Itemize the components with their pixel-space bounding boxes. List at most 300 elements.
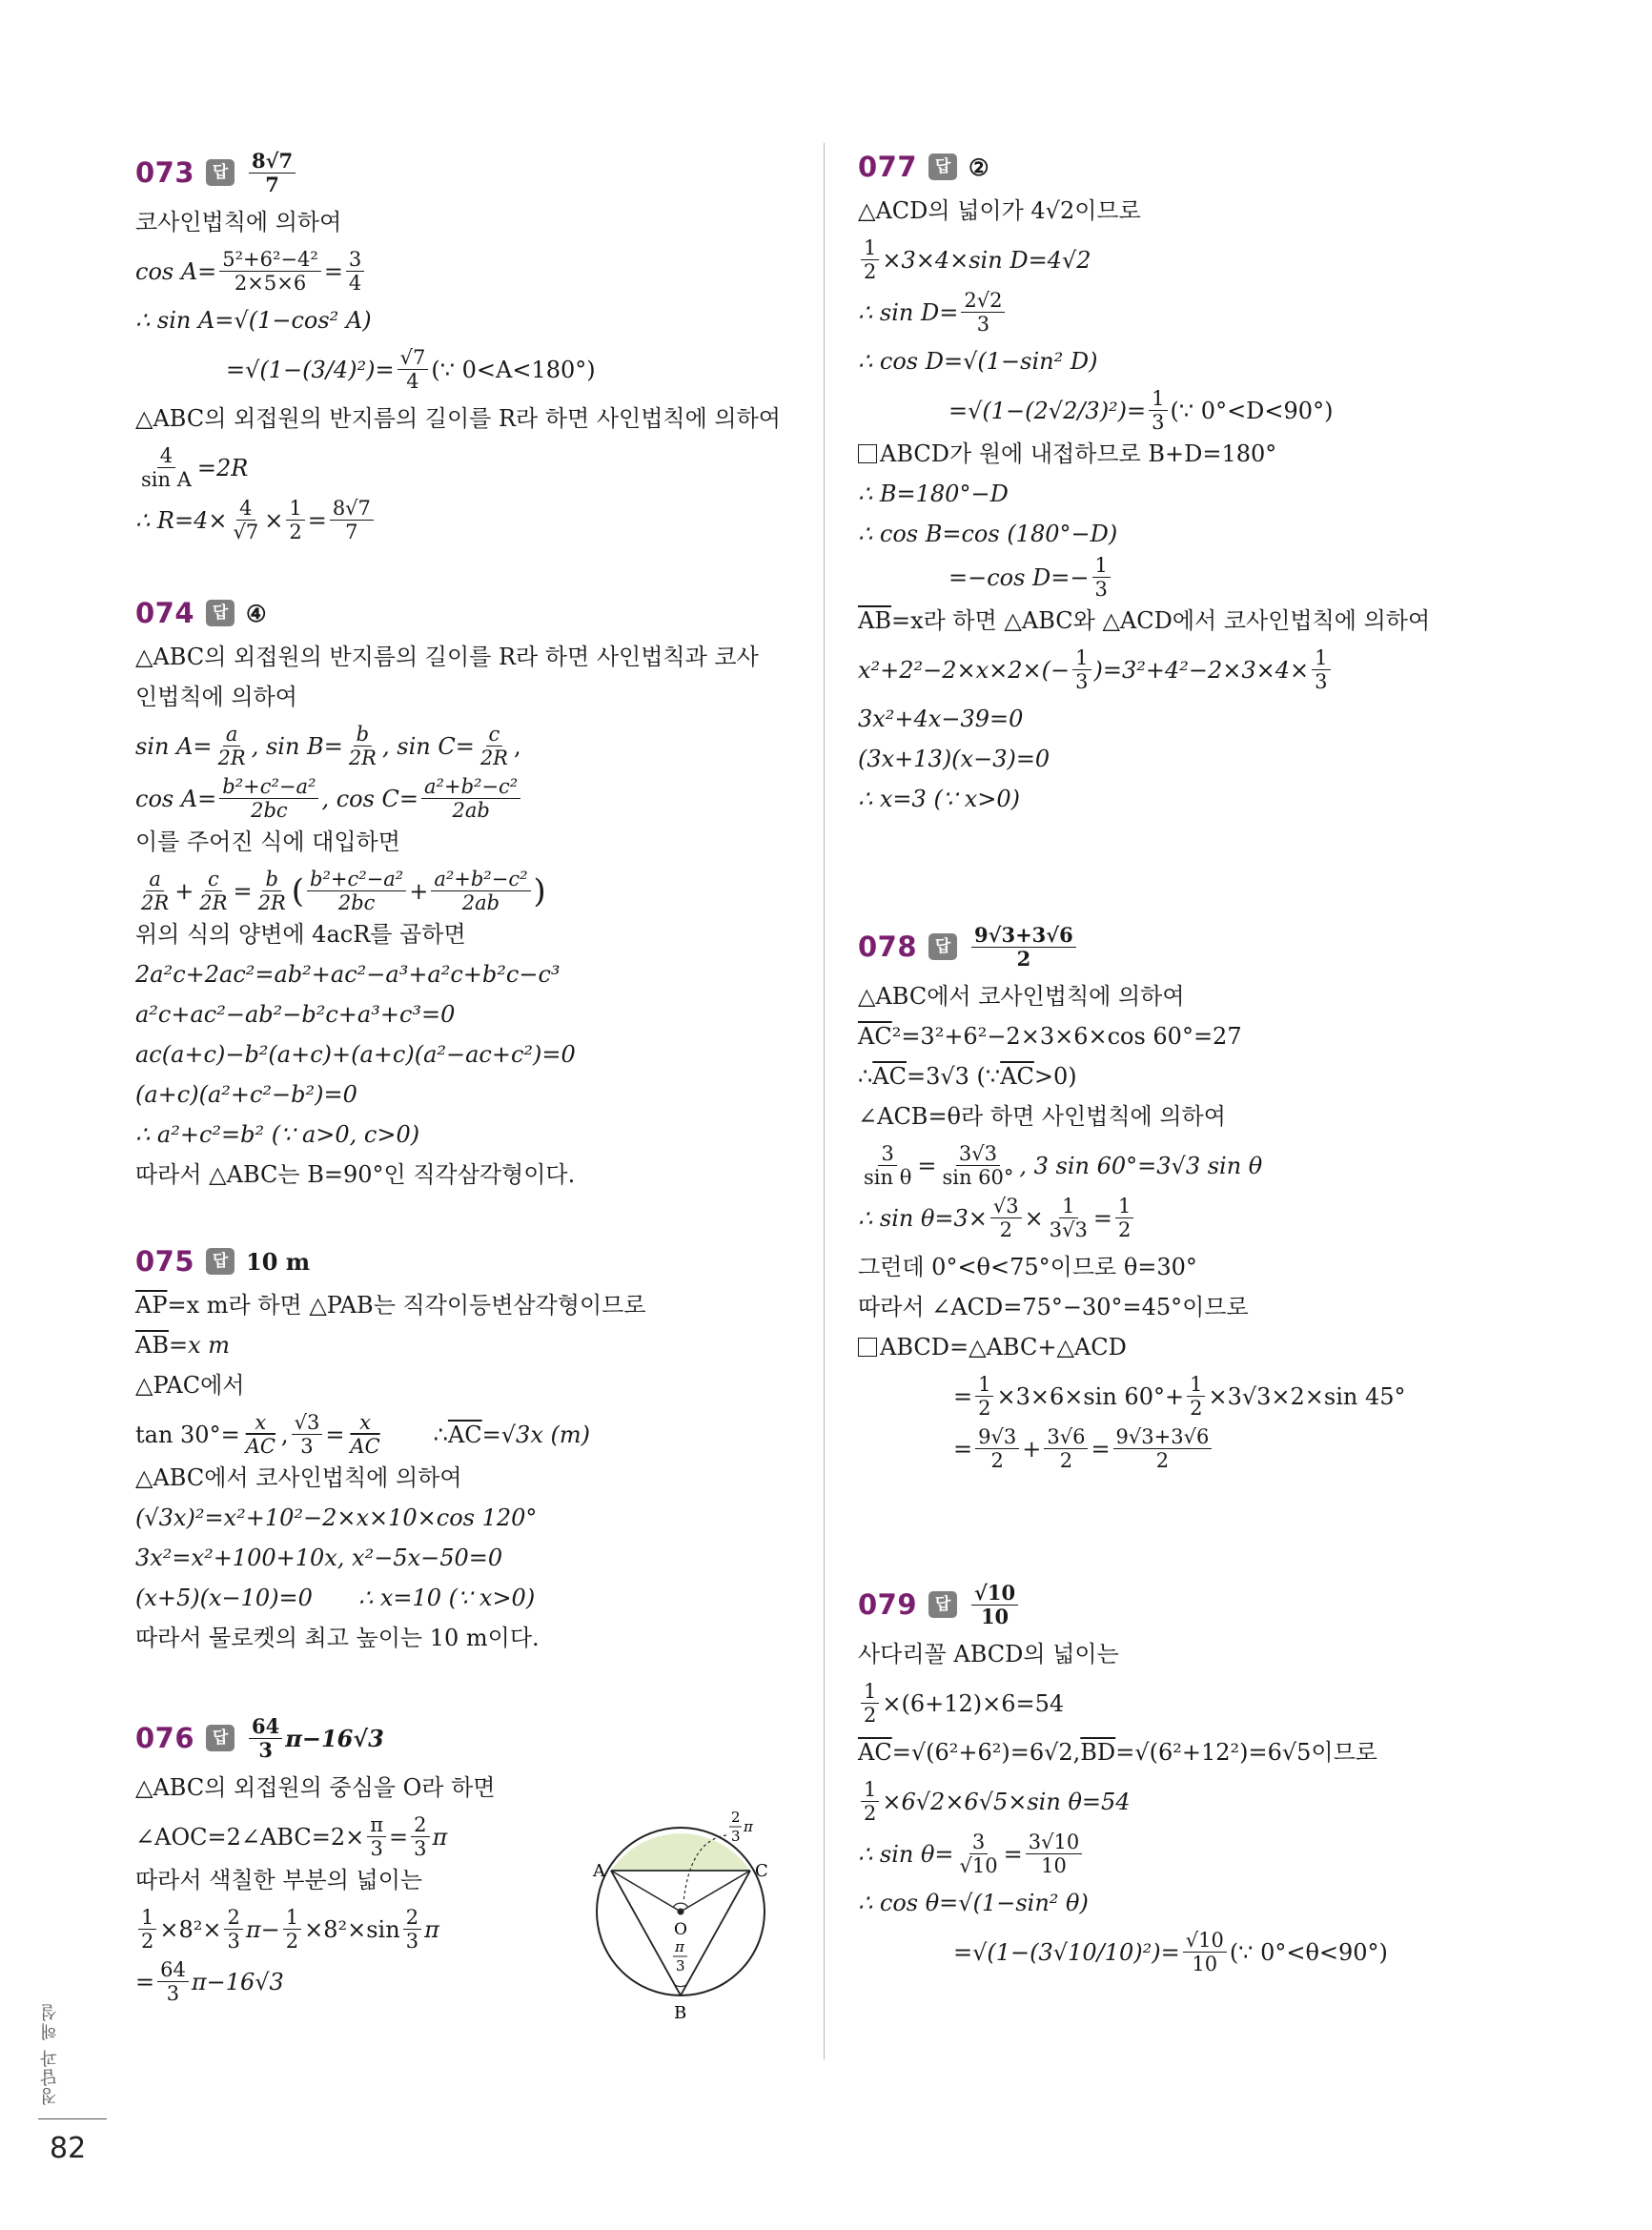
solution-line: △ABC에서 코사인법칙에 의하여 (135, 1464, 462, 1491)
solution-line (135, 248, 793, 295)
solution-line: △PAC에서 (135, 1372, 245, 1399)
square-symbol (858, 1338, 877, 1357)
solution-line (135, 1578, 793, 1618)
denominator: 2 (141, 1930, 154, 1953)
solution-line: 인법칙에 의하여 (135, 684, 297, 710)
math-text: ∴ sin θ=3× (858, 1204, 988, 1232)
answer-tag: 답 (928, 1591, 957, 1618)
solution-line (135, 1285, 793, 1325)
math-text: ×3√3×2×sin 45° (1208, 1382, 1406, 1410)
fraction (1026, 1831, 1082, 1877)
fraction (975, 1373, 993, 1420)
denominator: 10 (1041, 1854, 1067, 1877)
fraction (1183, 1929, 1227, 1975)
solution-line: 3x²+4x−39=0 (858, 706, 1024, 732)
solution-line (858, 1778, 1525, 1825)
denominator: 2R (348, 747, 377, 769)
fraction (255, 868, 289, 914)
fraction (243, 1411, 278, 1458)
math-text: cos A= (135, 785, 217, 812)
fraction (1044, 1425, 1088, 1472)
math-text: ∴ (858, 1063, 873, 1090)
fraction (157, 1958, 189, 2005)
solution-line (135, 497, 793, 543)
center-point (678, 1909, 684, 1915)
numerator: 1 (1072, 646, 1091, 670)
fraction (861, 236, 879, 283)
denominator: sin A (141, 468, 192, 491)
solution-line: 3x²=x²+100+10x, x²−5x−50=0 (135, 1545, 503, 1571)
denominator: 4 (348, 272, 362, 295)
math-text: tan 30°= (135, 1421, 240, 1448)
math-text: π−16√3 (191, 1968, 284, 1995)
solution-line (858, 601, 1525, 641)
numerator: 1 (1092, 554, 1111, 578)
section-side-label (38, 2002, 67, 2107)
solution-line (858, 387, 1525, 434)
denominator: sin θ (864, 1166, 912, 1189)
fraction (975, 1425, 1019, 1472)
denominator: 2R (257, 891, 286, 914)
denominator: 3 (405, 1930, 419, 1953)
numerator: √3 (990, 1195, 1022, 1218)
numerator: 1 (1115, 1195, 1133, 1218)
answer (246, 1715, 384, 1762)
math-text: π (424, 1915, 439, 1943)
denominator: AC (350, 1435, 380, 1458)
answer-tag: 답 (928, 933, 957, 960)
problem-078 (858, 917, 1525, 1575)
fraction (861, 1142, 914, 1189)
numerator: 1 (1312, 646, 1330, 670)
answer-denominator: 2 (1016, 946, 1031, 971)
denominator: 2 (285, 1930, 299, 1953)
denominator: 3 (166, 1982, 180, 2005)
page-number: 82 (50, 2132, 87, 2165)
answer-numerator: √10 (971, 1582, 1018, 1606)
solution-line (858, 1373, 1525, 1420)
denominator: √10 (959, 1854, 998, 1877)
answer-denominator: 7 (265, 172, 279, 196)
problem-number: 076 (135, 1722, 195, 1754)
problem-number: 074 (135, 597, 195, 629)
angle-label-inner-denominator: 3 (676, 1957, 685, 1974)
answer-tag: 답 (206, 1248, 235, 1275)
numerator: 2 (403, 1906, 421, 1930)
math-text: ) (533, 871, 546, 910)
math-text: × (264, 506, 284, 534)
numerator: 3 (878, 1142, 896, 1166)
radius-oa (611, 1871, 681, 1912)
solution-line (858, 1016, 1525, 1056)
solution-line: 2a²c+2ac²=ab²+ac²−a³+a²c+b²c−c³ (135, 961, 561, 988)
math-text: =√3x (m) (481, 1421, 590, 1448)
angle-label-top-pi: π (744, 1818, 753, 1835)
denominator: 3 (414, 1837, 427, 1860)
numerator: 4 (236, 497, 255, 521)
side-label-text: 정답과 해설 (40, 2002, 60, 2105)
solution-line (135, 1411, 793, 1458)
denominator: 2R (141, 891, 170, 914)
math-text: , (514, 732, 521, 760)
angle-label-inner-numerator: π (675, 1938, 684, 1955)
answer-numerator: 9√3+3√6 (971, 924, 1076, 948)
solution-line (858, 1732, 1525, 1772)
numerator: 1 (1149, 387, 1167, 411)
numerator: b²+c²−a² (219, 775, 318, 799)
denominator: 3 (227, 1930, 240, 1953)
fraction (347, 1411, 382, 1458)
fraction (990, 1195, 1022, 1241)
solution-line: (3x+13)(x−3)=0 (858, 746, 1050, 772)
problem-075 (135, 1238, 793, 1708)
problem-header (135, 1708, 793, 1768)
solution-line: 이를 주어진 식에 대입하면 (135, 829, 400, 855)
solution-line: ∴ cos D=√(1−sin² D) (858, 348, 1098, 375)
side-cb (681, 1871, 750, 1995)
problem-number: 077 (858, 151, 918, 183)
denominator: 2 (978, 1397, 991, 1420)
math-text: ∴ (433, 1421, 448, 1448)
math-text: = (953, 1435, 973, 1463)
problem-number: 078 (858, 931, 918, 963)
fraction (219, 775, 318, 822)
answer-tag: 답 (928, 153, 957, 180)
answer-tag: 답 (206, 600, 235, 626)
math-text: ∴ sin D= (858, 298, 959, 326)
answer-denominator: 3 (258, 1737, 273, 1762)
math-text: sin A= (135, 732, 213, 760)
math-text: , cos C= (321, 785, 419, 812)
solution-line: 사다리꼴 ABCD의 넓이는 (858, 1641, 1119, 1667)
solution-line (858, 1142, 1525, 1189)
numerator: b (262, 868, 280, 891)
fraction (398, 346, 429, 393)
fraction (957, 1831, 1001, 1877)
problem-header (135, 143, 793, 202)
math-text: , 3 sin 60°=3√3 sin θ (1019, 1152, 1263, 1179)
denominator: 2 (289, 521, 302, 543)
fraction (219, 248, 321, 295)
numerator: a²+b²−c² (431, 868, 530, 891)
solution-line: a²c+ac²−ab²−b²c+a³+c³=0 (135, 1001, 456, 1028)
fraction (1312, 646, 1330, 693)
math-text: (∵ 0°<θ<90°) (1229, 1938, 1388, 1966)
fraction (411, 1813, 429, 1860)
math-text: )=3²+4²−2×3×4× (1093, 656, 1310, 684)
solution-line (858, 1929, 1525, 1975)
denominator: 2R (479, 747, 508, 769)
answer: 10 m (246, 1247, 311, 1276)
problem-header (858, 143, 1525, 191)
denominator: 2R (199, 891, 228, 914)
numerator: c (486, 723, 503, 747)
numerator: 1 (861, 236, 879, 260)
numerator: b²+c²−a² (307, 868, 406, 891)
fraction (224, 1906, 242, 1953)
denominator: 2ab (452, 799, 490, 822)
denominator: 3 (300, 1435, 314, 1458)
solution-line: △ACD의 넓이가 4√2이므로 (858, 197, 1141, 224)
denominator: 4 (406, 370, 419, 393)
center-o-label: O (674, 1920, 687, 1939)
math-text: =x m라 하면 △PAB는 직각이등변삼각형이므로 (167, 1292, 646, 1319)
math-text: = (307, 506, 327, 534)
fraction (330, 497, 374, 543)
segment-label: $\overline{AC}$ (858, 1739, 892, 1766)
inscribed-angle-arc (675, 1985, 686, 1987)
solution-line: 위의 식의 양변에 4acR를 곱하면 (135, 921, 466, 948)
side-ab (611, 1871, 681, 1995)
numerator: a²+b²−c² (421, 775, 520, 799)
math-text: , (280, 1421, 289, 1448)
problem-074 (135, 589, 793, 1238)
answer-numerator: 8√7 (249, 150, 296, 174)
numerator: 2√2 (961, 289, 1005, 313)
solution-line: ∴ B=180°−D (858, 481, 1009, 507)
fraction (138, 1906, 156, 1953)
segment-label: $\overline{AC}$ (1000, 1063, 1034, 1090)
problem-header (135, 589, 793, 637)
fraction (403, 1906, 421, 1953)
problem-number: 073 (135, 156, 195, 189)
denominator: 3 (1094, 578, 1108, 601)
denominator: 2 (999, 1218, 1012, 1241)
math-text: + (409, 877, 429, 905)
answer: ④ (246, 599, 267, 627)
denominator: 3√3 (1049, 1218, 1088, 1241)
fraction (1072, 646, 1091, 693)
segment-label: $\overline{AP}$ (135, 1292, 168, 1319)
solution-line: △ABC에서 코사인법칙에 의하여 (858, 983, 1185, 1010)
math-text: + (174, 877, 194, 905)
math-text: = (323, 257, 343, 285)
solution-line (858, 646, 1525, 693)
segment-label: $\overline{BD}$ (1080, 1739, 1116, 1766)
denominator: 2bc (337, 891, 376, 914)
denominator: 3 (1152, 411, 1165, 434)
solution-line: (√3x)²=x²+10²−2×x×10×cos 120° (135, 1504, 538, 1531)
segment-label: $\overline{AB}$ (135, 1332, 169, 1359)
fraction (939, 1142, 1016, 1189)
numerator: 1 (1187, 1373, 1205, 1397)
numerator: 1 (1059, 1195, 1077, 1218)
denominator: 2 (864, 260, 877, 283)
problem-073 (135, 143, 793, 589)
fraction (1115, 1195, 1133, 1241)
solution-line (858, 554, 1525, 601)
math-text: = (953, 1382, 973, 1410)
numerator: 3√6 (1044, 1425, 1088, 1449)
denominator: √7 (233, 521, 259, 543)
numerator: 9√3+3√6 (1113, 1425, 1213, 1449)
solution-line (858, 1425, 1525, 1472)
numerator: 1 (861, 1778, 879, 1802)
numerator: 1 (975, 1373, 993, 1397)
angle-label-top-denominator: 3 (731, 1828, 741, 1845)
solution-line: ∴ cos B=cos (180°−D) (858, 521, 1118, 547)
math-text: ∴ R=4× (135, 506, 228, 534)
math-text: ²=3²+6²−2×3×6×cos 60°=27 (891, 1023, 1242, 1050)
answer-tag: 답 (206, 159, 235, 186)
numerator: 8√7 (330, 497, 374, 521)
left-column (135, 143, 793, 2005)
solution-line: 따라서 물로켓의 최고 높이는 10 m이다. (135, 1625, 540, 1651)
segment-label: $\overline{AC}$ (447, 1421, 482, 1448)
problem-header (858, 1575, 1525, 1634)
radius-oc (681, 1871, 750, 1912)
math-text: = (389, 1823, 409, 1851)
numerator: 1 (138, 1906, 156, 1930)
fraction (1149, 387, 1167, 434)
numerator: 5²+6²−4² (219, 248, 321, 272)
math-text: = (1092, 1204, 1112, 1232)
numerator: 64 (157, 1958, 189, 1982)
math-text: ∴ x=10 (∵ x>0) (357, 1585, 536, 1611)
denominator: 3 (1315, 670, 1328, 693)
math-text: x²+2²−2×x×2×(− (858, 656, 1071, 684)
problem-079 (858, 1575, 1525, 1975)
column-divider (824, 143, 825, 2059)
denominator: 2 (990, 1449, 1004, 1472)
math-text: π (432, 1823, 448, 1851)
denominator: 2 (1190, 1397, 1203, 1420)
answer: ② (969, 153, 989, 181)
solution-line: ∠ACB=θ라 하면 사인법칙에 의하여 (858, 1103, 1226, 1130)
solution-line: 따라서 색칠한 부분의 넓이는 (135, 1867, 423, 1893)
problem-header (135, 1238, 793, 1285)
denominator: 2 (1059, 1449, 1073, 1472)
denominator: 2 (864, 1802, 877, 1825)
fraction (1187, 1373, 1205, 1420)
denominator: 7 (345, 521, 358, 543)
numerator: c (205, 868, 222, 891)
math-text: =2R (196, 454, 249, 481)
numerator: 9√3 (975, 1425, 1019, 1449)
math-text: = (325, 1421, 345, 1448)
problem-header (858, 917, 1525, 976)
fraction (196, 868, 230, 914)
math-text: ABCD가 원에 내접하므로 B+D=180° (880, 440, 1277, 467)
numerator: a (146, 868, 164, 891)
fraction (307, 868, 406, 914)
fraction (367, 1813, 386, 1860)
numerator: √10 (1183, 1929, 1227, 1953)
segment-label: $\overline{AC}$ (872, 1063, 907, 1090)
numerator: 3 (346, 248, 364, 272)
numerator: a (223, 723, 241, 747)
solution-line: 따라서 △ABC는 B=90°인 직각삼각형이다. (135, 1161, 576, 1188)
numerator: √3 (292, 1411, 323, 1435)
math-text: ×3×4×sin D=4√2 (882, 246, 1091, 274)
solution-line: ∴ a²+c²=b² (∵ a>0, c>0) (135, 1121, 420, 1148)
segment-label: $\overline{AC}$ (858, 1023, 892, 1050)
math-text: ( (291, 871, 305, 910)
denominator: sin 60° (942, 1166, 1014, 1189)
math-text: ×6√2×6√5×sin θ=54 (882, 1788, 1131, 1815)
numerator: √7 (398, 346, 429, 370)
math-text: (∵ 0°<D<90°) (1170, 397, 1334, 424)
fraction (961, 289, 1005, 336)
fraction (1092, 554, 1111, 601)
numerator: 3 (969, 1831, 988, 1854)
segment-label: $\overline{AB}$ (858, 607, 891, 634)
math-text: =√(6²+12²)=6√5이므로 (1115, 1739, 1377, 1766)
math-text: ×8²× (159, 1915, 222, 1943)
solution-line: 코사인법칙에 의하여 (135, 209, 342, 235)
denominator: 2bc (251, 799, 288, 822)
fraction (346, 723, 379, 769)
fraction (230, 497, 261, 543)
numerator: 2 (224, 1906, 242, 1930)
math-text: ×(6+12)×6=54 (882, 1689, 1065, 1717)
solution-line (135, 444, 793, 491)
numerator: π (367, 1813, 386, 1837)
numerator: 1 (283, 1906, 301, 1930)
problem-number: 079 (858, 1588, 918, 1621)
math-text: =x m (168, 1332, 230, 1359)
math-text: ∠AOC=2∠ABC=2× (135, 1823, 365, 1851)
math-text: + (1022, 1435, 1042, 1463)
solution-line: △ABC의 외접원의 중심을 O라 하면 (135, 1774, 496, 1801)
numerator: x (357, 1411, 374, 1435)
solution-line (135, 775, 793, 822)
fraction (283, 1906, 301, 1953)
math-text: ×3×6×sin 60°+ (996, 1382, 1185, 1410)
denominator: 10 (1192, 1953, 1218, 1975)
solution-line: ∴ x=3 (∵ x>0) (858, 786, 1020, 812)
numerator: 2 (411, 1813, 429, 1837)
math-text: = (233, 877, 253, 905)
denominator: 3 (370, 1837, 383, 1860)
denominator: 3 (1075, 670, 1089, 693)
math-text: , sin C= (382, 732, 475, 760)
fraction (138, 444, 194, 491)
denominator: 3 (976, 313, 990, 336)
fraction (861, 1778, 879, 1825)
solution-line (135, 346, 793, 393)
vertex-b-label: B (674, 2003, 687, 2023)
solution-line (858, 236, 1525, 283)
fraction (1047, 1195, 1091, 1241)
solution-line (135, 1325, 793, 1365)
math-text: × (1024, 1204, 1044, 1232)
denominator: AC (245, 1435, 275, 1458)
denominator: 2R (217, 747, 246, 769)
central-angle-arc (673, 1903, 688, 1908)
fraction (1113, 1425, 1213, 1472)
solution-line (858, 1056, 1525, 1096)
fraction (286, 497, 304, 543)
solution-line (858, 1680, 1525, 1727)
solution-line: ∴ sin A=√(1−cos² A) (135, 307, 372, 334)
math-text: =3√3 (∵ (906, 1063, 1001, 1090)
square-symbol (858, 444, 877, 463)
right-column (858, 143, 1525, 1975)
math-text: = (1091, 1435, 1111, 1463)
math-text: =√(6²+6²)=6√2, (891, 1739, 1081, 1766)
solution-line: 그런데 0°<θ<75°이므로 θ=30° (858, 1254, 1197, 1280)
answer-rest: π−16√3 (285, 1724, 384, 1752)
solution-line: △ABC의 외접원의 반지름의 길이를 R라 하면 사인법칙에 의하여 (135, 405, 781, 432)
answer (246, 150, 298, 196)
vertex-c-label: C (755, 1861, 768, 1881)
fraction (138, 868, 172, 914)
numerator: 3√10 (1026, 1831, 1082, 1854)
footer-rule (38, 2118, 107, 2119)
math-text: = (917, 1152, 937, 1179)
answer (969, 1582, 1021, 1628)
